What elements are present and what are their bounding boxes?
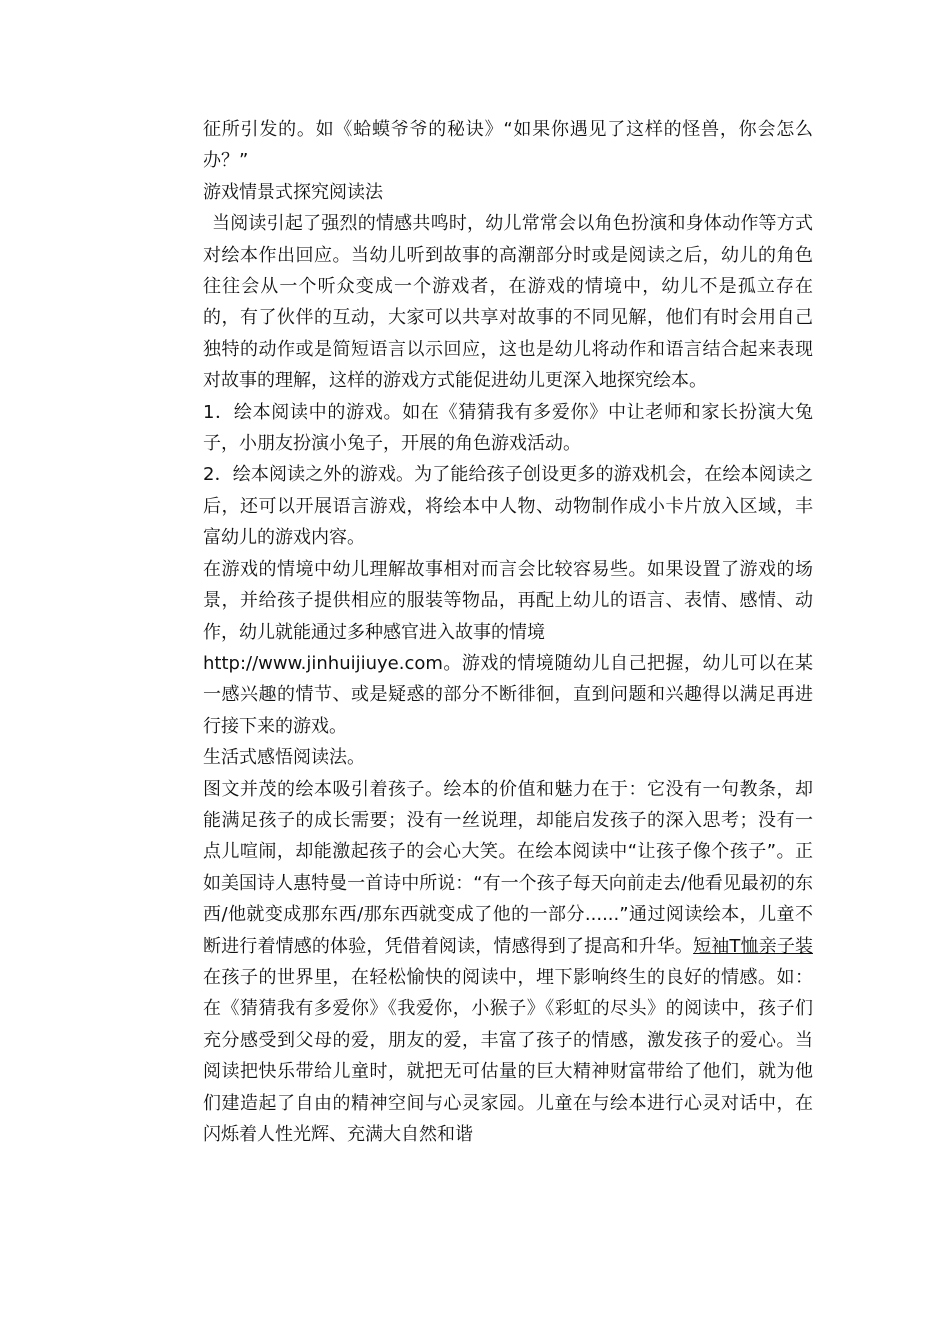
paragraph-text-before-link: 图文并茂的绘本吸引着孩子。绘本的价值和魅力在于：它没有一句教条，却能满足孩子的成长需要；没有一丝说理，却能启发孩子的深入思考；没有一点儿喧闹，却能激起孩子的会心大笑。在绘本阅读中“让孩子像个孩子”。正如美国诗人惠特曼一首诗中所说：“有一个孩子每天向前走去/他看见最初的东西/他就变成那东西/那东西就变成了他的一部分......”通过阅读绘本，儿童不断进行着情感的体验，凭借着阅读，情感得到了提高和升华。 [203, 778, 813, 957]
tshirt-link[interactable]: 短袖T恤亲子装 [693, 935, 813, 957]
document-body [203, 114, 813, 1150]
paragraph-life-reading [203, 774, 813, 1151]
paragraph-text-after-link: 在孩子的世界里，在轻松愉快的阅读中，埋下影响终生的良好的情感。如：在《猜猜我有多爱你》《我爱你，小猴子》《彩虹的尽头》的阅读中，孩子们充分感受到父母的爱，朋友的爱，丰富了孩子的情感，激发孩子的爱心。当阅读把快乐带给儿童时，就把无可估量的巨大精神财富带给了他们，就为他们建造起了自由的精神空间与心灵家园。儿童在与绘本进行心灵对话中，在闪烁着人性光辉、充满大自然和谐 [203, 966, 813, 1145]
paragraph-url-context: http://www.jinhuijiuye.com。游戏的情境随幼儿自己把握，幼儿可以在某一感兴趣的情节、或是疑惑的部分不断徘徊，直到问题和兴趣得以满足再进行接下来的游戏。 [203, 652, 813, 737]
heading-game-reading: 游戏情景式探究阅读法 [203, 181, 383, 203]
paragraph-game-reading: 当阅读引起了强烈的情感共鸣时，幼儿常常会以角色扮演和身体动作等方式对绘本作出回应。当幼儿听到故事的高潮部分时或是阅读之后，幼儿的角色往往会从一个听众变成一个游戏者，在游戏的情境中，幼儿不是孤立存在的，有了伙伴的互动，大家可以共享对故事的不同见解，他们有时会用自己独特的动作或是简短语言以示回应，这也是幼儿将动作和语言结合起来表现对故事的理解，这样的游戏方式能促进幼儿更深入地探究绘本。 [203, 213, 813, 392]
list-item-2: 2．绘本阅读之外的游戏。为了能给孩子创设更多的游戏机会，在绘本阅读之后，还可以开展语言游戏，将绘本中人物、动物制作成小卡片放入区域，丰富幼儿的游戏内容。 [203, 464, 813, 549]
paragraph-game-context: 在游戏的情境中幼儿理解故事相对而言会比较容易些。如果设置了游戏的场景，并给孩子提供相应的服装等物品，再配上幼儿的语言、表情、感情、动作，幼儿就能通过多种感官进入故事的情境 [203, 558, 813, 643]
paragraph-intro: 征所引发的。如《蛤蟆爷爷的秘诀》“如果你遇见了这样的怪兽，你会怎么办？” [203, 119, 813, 172]
list-item-1: 1．绘本阅读中的游戏。如在《猜猜我有多爱你》中让老师和家长扮演大兔子，小朋友扮演小兔子，开展的角色游戏活动。 [203, 401, 813, 455]
heading-life-reading: 生活式感悟阅读法。 [203, 747, 365, 769]
